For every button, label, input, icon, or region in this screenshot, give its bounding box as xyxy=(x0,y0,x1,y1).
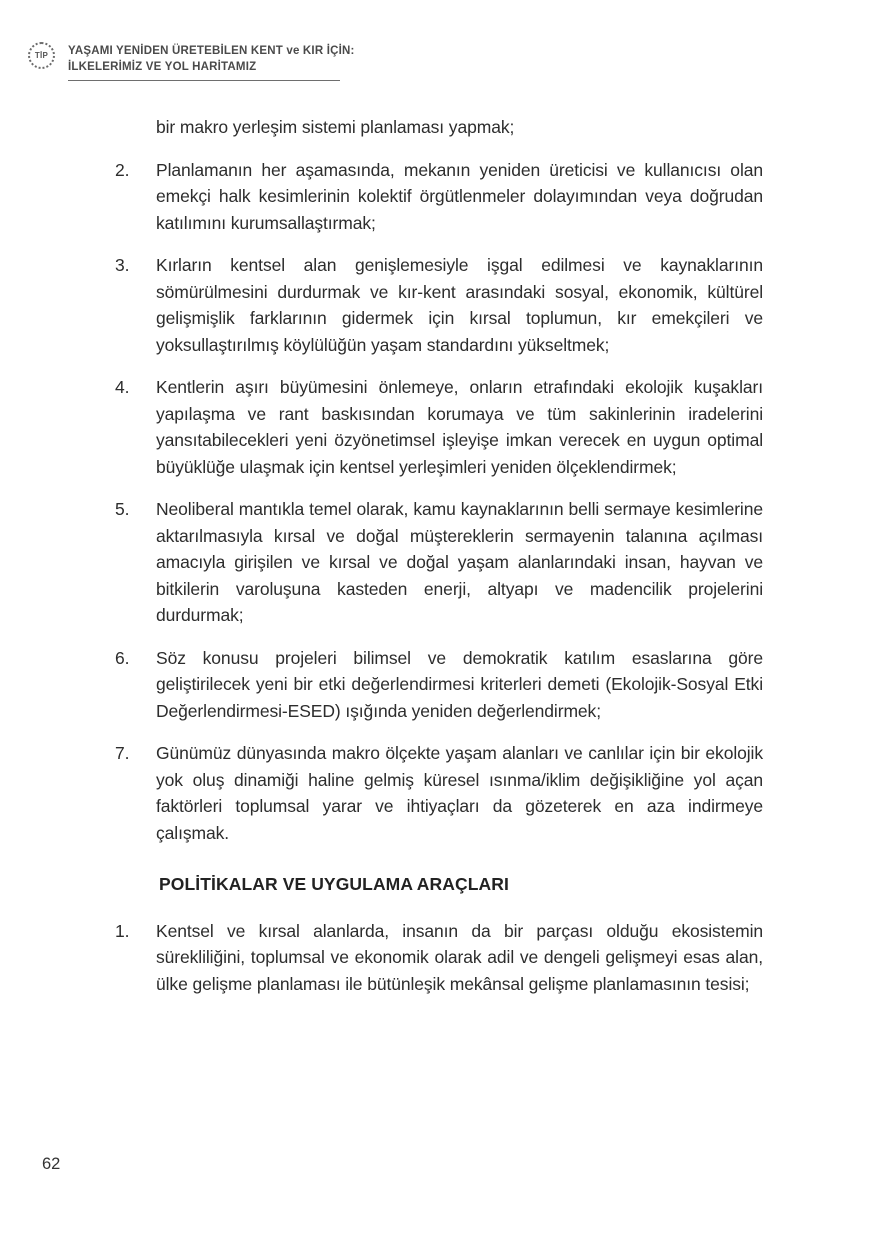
list-item-number: 5. xyxy=(115,499,130,519)
header-titles xyxy=(68,42,355,81)
list-item-number: 1. xyxy=(115,920,130,941)
list-item-text: Kırların kentsel alan genişlemesiyle işgal edilmesi ve kaynaklarının sömürülmesini durdurmak ve kır-kent arasındaki sosyal, ekonomik, kültürel gelişmişlik farklarının gidermek için kırsal toplumun, kır emekçileri ve yoksullaştırılmış köylülüğün yaşam standardını yükseltmek; xyxy=(156,255,763,355)
tip-logo-text: TİP xyxy=(34,51,49,60)
list-item xyxy=(115,252,763,358)
list-item-text: Günümüz dünyasında makro ölçekte yaşam alanları ve canlılar için bir ekolojik yok oluş dinamiği haline gelmiş küresel ısınma/iklim değişikliğine yol açan faktörleri toplumsal yarar ve ihtiyaçları da gözeterek en aza indirmeye çalışmak. xyxy=(156,743,763,843)
header-underline xyxy=(68,80,340,81)
header-title-line2: İLKELERİMİZ VE YOL HARİTAMIZ xyxy=(68,61,257,73)
list-item-text: Neoliberal mantıkla temel olarak, kamu kaynaklarının belli sermaye kesimlerine aktarılmasıyla kırsal ve doğal müştereklerin sermayenin talanına açılması amacıyla girişilen ve kırsal ve doğal yaşam alanlarındaki insan, hayvan ve bitkilerin varoluşuna kasteden enerji, altyapı ve madencilik projelerini durdurmak; xyxy=(156,499,763,625)
header-title-line1: YAŞAMI YENİDEN ÜRETEBİLEN KENT ve KIR İÇİN: xyxy=(68,45,355,57)
list-item-text: Kentlerin aşırı büyümesini önlemeye, onların etrafındaki ekolojik kuşakları yapılaşma ve rant baskısından korumaya ve tüm sakinlerinin iradelerini yansıtabilecekleri yeni özyönetimsel işleyişe imkan verecek en uygun optimal büyüklüğe ulaşmak için kentsel yerleşimleri yeniden ölçeklendirmek; xyxy=(156,377,763,477)
list-item-number: 4. xyxy=(115,377,130,397)
list-item-number: 2. xyxy=(115,159,130,180)
list-item xyxy=(115,157,763,237)
page-header xyxy=(28,42,355,81)
list-item-text: Kentsel ve kırsal alanlarda, insanın da bir parçası olduğu ekosistemin sürekliliğini, toplumsal ve ekonomik olarak adil ve dengeli gelişmeyi esas alan, ülke gelişme planlaması ile bütünleşik mekânsal gelişme planlamasının tesisi; xyxy=(156,920,763,994)
list-item-text: Söz konusu projeleri bilimsel ve demokratik katılım esaslarına göre geliştirilecek yeni bir etki değerlendirmesi kriterleri demeti (Ekolojik-Sosyal Etki Değerlendirmesi-ESED) ışığında yeniden değerlendirmek; xyxy=(156,647,763,721)
list-item xyxy=(115,496,763,629)
continuation-text: bir makro yerleşim sistemi planlaması yapmak; xyxy=(156,117,515,137)
list-item xyxy=(115,374,763,480)
section-heading: POLİTİKALAR VE UYGULAMA ARAÇLARI xyxy=(159,874,509,894)
document-content xyxy=(115,114,763,1013)
list-item-number: 6. xyxy=(115,647,130,668)
page-number: 62 xyxy=(42,1155,61,1173)
list-item xyxy=(115,918,763,998)
tip-logo-icon xyxy=(28,42,55,69)
list-item xyxy=(115,740,763,846)
list-item-text: Planlamanın her aşamasında, mekanın yeniden üreticisi ve kullanıcısı olan emekçi halk kesimlerinin kolektif örgütlenmeler dolayımından veya doğrudan katılımını kurumsallaştırmak; xyxy=(156,159,763,233)
list-item xyxy=(115,645,763,725)
list-item-number: 3. xyxy=(115,255,130,275)
list-item-number: 7. xyxy=(115,743,130,763)
